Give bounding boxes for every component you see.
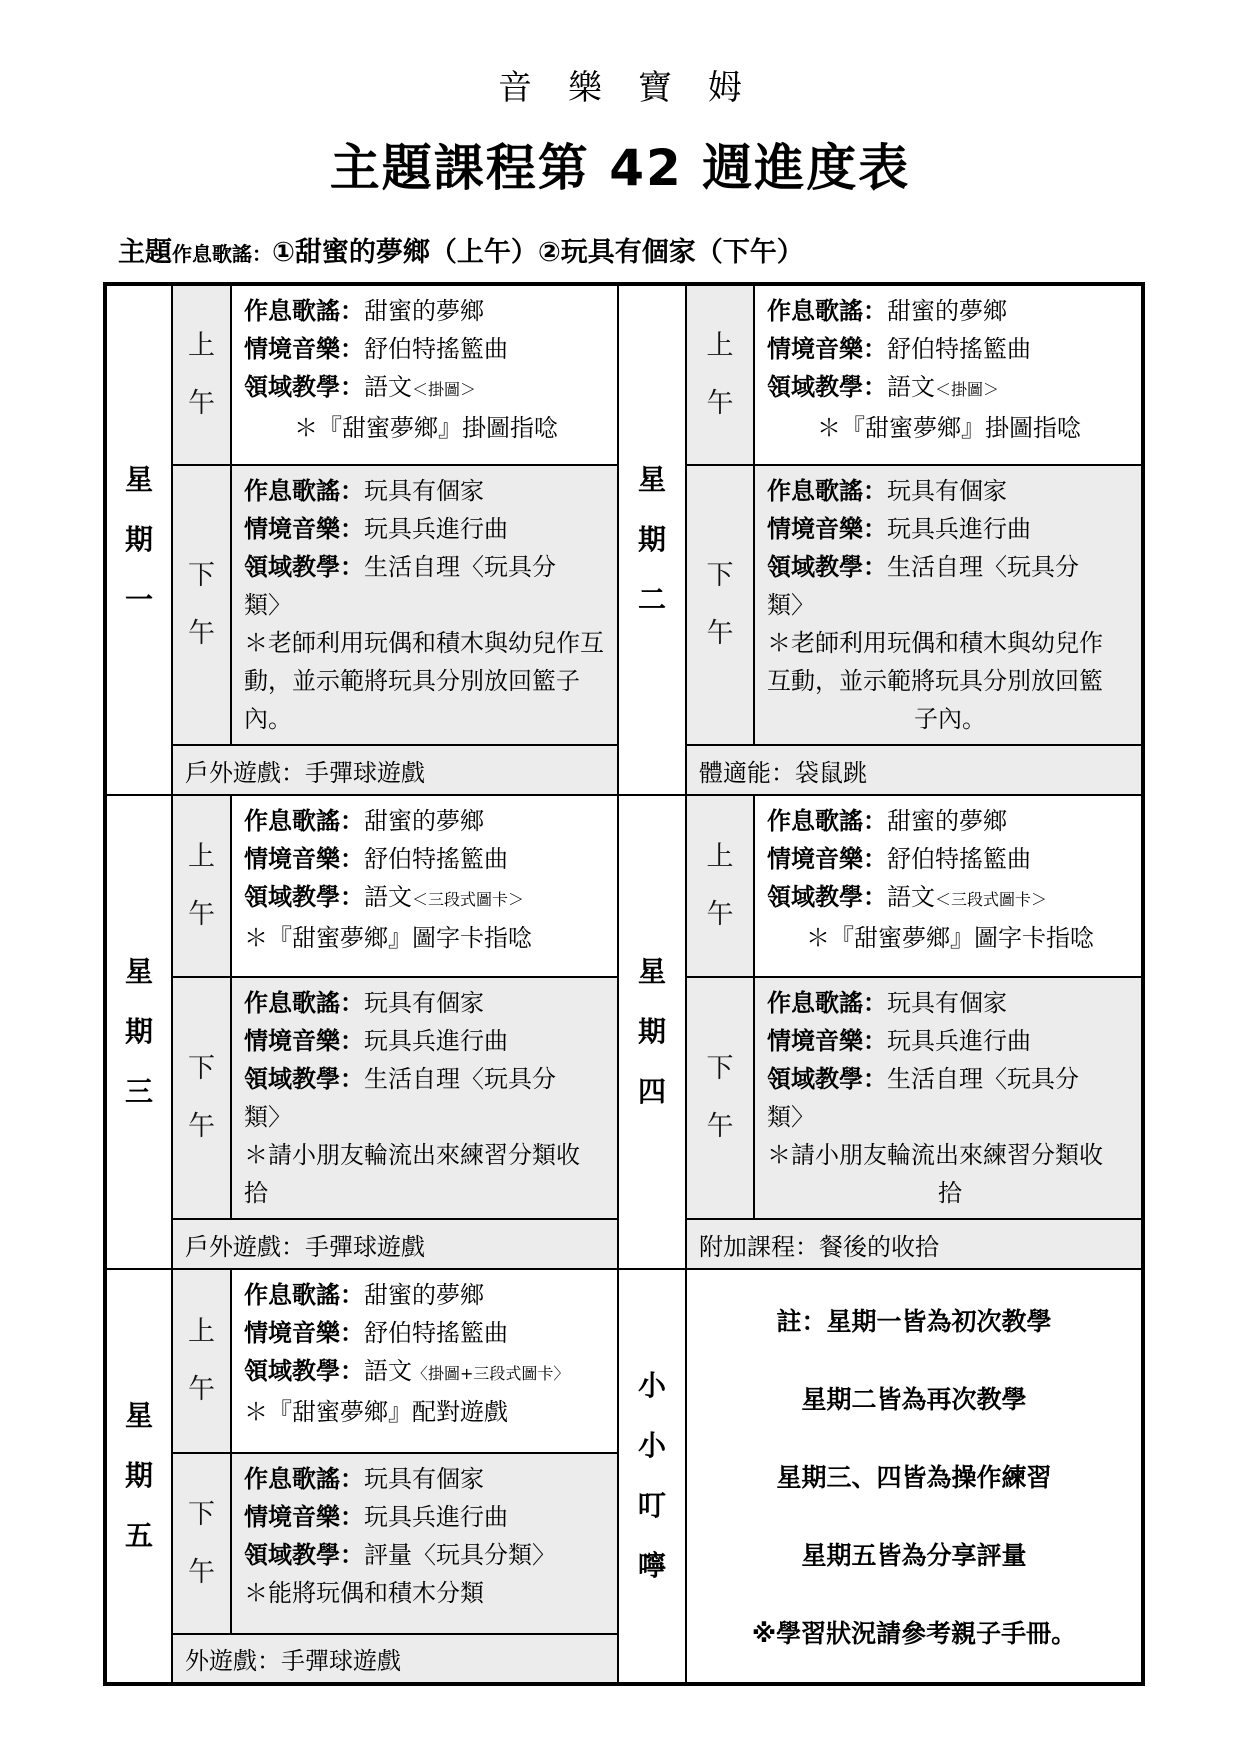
day-friday: 星 期 五 [105,1269,172,1684]
half-am: 上 午 [172,795,231,977]
schedule-table [103,282,1145,1686]
theme-songs: ①甜蜜的夢鄉（上午）②玩具有個家（下午） [272,237,804,268]
day-wednesday: 星 期 三 [105,795,172,1269]
friday-am-content: 作息歌謠：甜蜜的夢鄉 情境音樂：舒伯特搖籃曲 領域教學：語文〈掛圖+三段式圖卡〉 ＊『甜蜜夢鄉』配對遊戲 [231,1269,618,1453]
note-line: ※學習狀況請參考親子手冊。 [751,1619,1077,1648]
friday-pm-content: 作息歌謠：玩具有個家 情境音樂：玩具兵進行曲 領域教學：評量〈玩具分類〉 ＊能將玩偶和積木分類 [231,1453,618,1634]
half-am: 上 午 [172,1269,231,1453]
wednesday-am-content: 作息歌謠：甜蜜的夢鄉 情境音樂：舒伯特搖籃曲 領域教學：語文＜三段式圖卡＞ ＊『甜蜜夢鄉』圖字卡指唸 [231,795,618,977]
half-am: 上 午 [172,284,231,465]
reminder-label: 小 小 叮 嚀 [618,1269,686,1684]
brand-char: 樂 [568,68,602,108]
monday-am-content: 作息歌謠：甜蜜的夢鄉 情境音樂：舒伯特搖籃曲 領域教學：語文＜掛圖＞ ＊『甜蜜夢鄉』掛圖指唸 [231,284,618,465]
tuesday-pm-content: 作息歌謠：玩具有個家 情境音樂：玩具兵進行曲 領域教學：生活自理〈玩具分 類〉 ＊老師利用玩偶和積木與幼兒作 互動，並示範將玩具分別放回籃 子內。 [754,465,1143,745]
monday-footer: 戶外遊戲：手彈球遊戲 [172,745,618,795]
half-pm: 下 午 [172,465,231,745]
half-am: 上 午 [686,284,754,465]
day-thursday: 星 期 四 [618,795,686,1269]
brand-char: 音 [498,68,532,108]
thursday-am-content: 作息歌謠：甜蜜的夢鄉 情境音樂：舒伯特搖籃曲 領域教學：語文＜三段式圖卡＞ ＊『甜蜜夢鄉』圖字卡指唸 [754,795,1143,977]
tuesday-am-content: 作息歌謠：甜蜜的夢鄉 情境音樂：舒伯特搖籃曲 領域教學：語文＜掛圖＞ ＊『甜蜜夢鄉』掛圖指唸 [754,284,1143,465]
half-pm: 下 午 [686,465,754,745]
page-title: 主題課程第 42 週進度表 [329,139,911,197]
monday-pm-content: 作息歌謠：玩具有個家 情境音樂：玩具兵進行曲 領域教學：生活自理〈玩具分 類〉 ＊老師利用玩偶和積木與幼兒作互動，並示範將玩具分別放回籃子內。 [231,465,618,745]
day-tuesday: 星 期 二 [618,284,686,795]
note-line: 星期三、四皆為操作練習 [776,1463,1052,1492]
half-pm: 下 午 [172,977,231,1219]
theme-small-label: 作息歌謠： [172,242,272,266]
brand-name [0,60,1240,109]
thursday-footer: 附加課程：餐後的收拾 [686,1219,1143,1269]
theme-prefix: 主題 [118,237,172,268]
note-line: 星期五皆為分享評量 [801,1541,1027,1570]
tuesday-footer: 體適能：袋鼠跳 [686,745,1143,795]
half-am: 上 午 [686,795,754,977]
note-line: 註：星期一皆為初次教學 [776,1307,1052,1336]
thursday-pm-content: 作息歌謠：玩具有個家 情境音樂：玩具兵進行曲 領域教學：生活自理〈玩具分 類〉 ＊請小朋友輪流出來練習分類收 拾 [754,977,1143,1219]
notes-cell [686,1269,1143,1684]
theme-line [118,230,804,269]
half-pm: 下 午 [172,1453,231,1634]
half-pm: 下 午 [686,977,754,1219]
wednesday-footer: 戶外遊戲：手彈球遊戲 [172,1219,618,1269]
day-monday: 星 期 一 [105,284,172,795]
note-line: 星期二皆為再次教學 [801,1385,1027,1414]
brand-char: 寶 [638,68,672,108]
brand-char: 姆 [708,68,742,108]
wednesday-pm-content: 作息歌謠：玩具有個家 情境音樂：玩具兵進行曲 領域教學：生活自理〈玩具分 類〉 ＊請小朋友輪流出來練習分類收 拾 [231,977,618,1219]
friday-footer: 外遊戲：手彈球遊戲 [172,1634,618,1684]
